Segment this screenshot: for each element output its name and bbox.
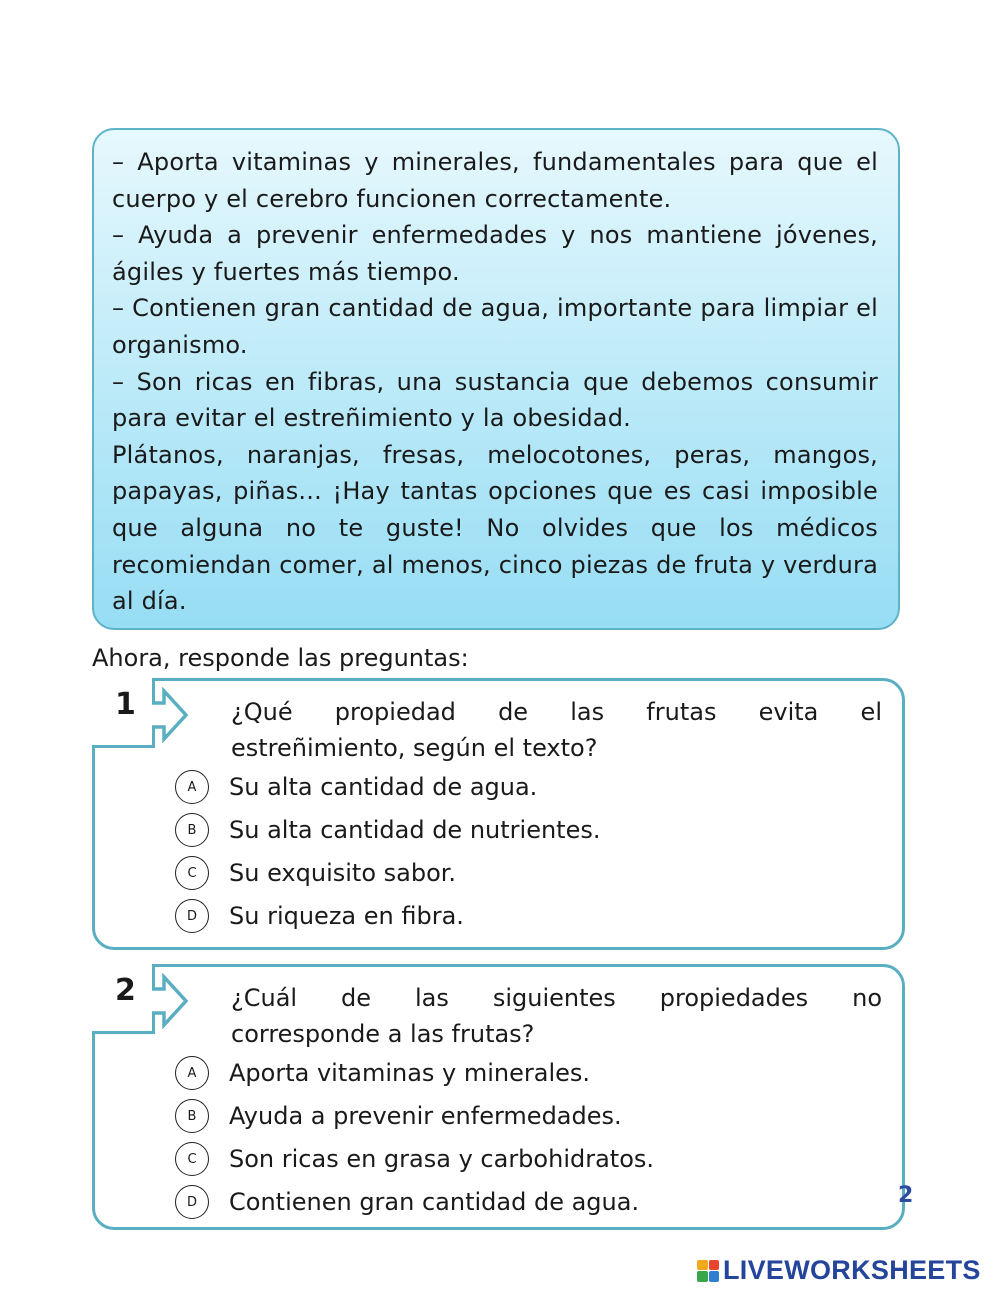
option-letter-circle[interactable]: C [175,1142,209,1176]
option-b[interactable] [175,812,600,848]
question-text-line-1: ¿Cuál de las siguientes propiedades no [231,984,882,1012]
question-number: 1 [115,687,136,722]
option-b[interactable] [175,1098,622,1134]
option-letter-circle[interactable]: B [175,1099,209,1133]
instructions-prompt: Ahora, responde las preguntas: [92,644,469,672]
question-card-2 [92,964,905,1230]
option-text: Aporta vitaminas y minerales. [229,1059,591,1087]
arrow-right-icon [150,973,190,1029]
question-number: 2 [115,973,136,1008]
stray-page-mark: 2 [898,1183,914,1208]
reading-paragraph-5: Plátanos, naranjas, fresas, melocotones, peras, mangos, papayas, piñas... ¡Hay tantas opciones que es casi imposible que alguna no te guste! No olvides que los médicos recomiendan comer, al menos, cinco piezas de fruta y verdura al día. [112,440,878,616]
option-text: Su alta cantidad de agua. [229,773,538,801]
option-letter-circle[interactable]: A [175,1056,209,1090]
option-a[interactable] [175,769,537,805]
reading-paragraph-3: – Contienen gran cantidad de agua, importante para limpiar el organismo. [112,294,878,359]
option-text: Contienen gran cantidad de agua. [229,1188,640,1216]
option-text: Ayuda a prevenir enfermedades. [229,1102,622,1130]
logo-text: LIVEWORKSHEETS [723,1255,981,1285]
question-text-line-1: ¿Qué propiedad de las frutas evita el [231,698,882,726]
option-a[interactable] [175,1055,590,1091]
question-text [231,980,882,1052]
option-c[interactable] [175,1141,654,1177]
option-d[interactable] [175,1184,639,1220]
option-letter-circle[interactable]: D [175,1185,209,1219]
question-text-line-2: corresponde a las frutas? [231,1020,535,1048]
question-text [231,694,882,766]
option-d[interactable] [175,898,464,934]
option-letter-circle[interactable]: C [175,856,209,890]
logo-grid-icon [697,1260,719,1282]
option-text: Son ricas en grasa y carbohidratos. [229,1145,655,1173]
question-card-1 [92,678,905,950]
arrow-right-icon [150,687,190,743]
reading-paragraph-4: – Son ricas en fibras, una sustancia que debemos consumir para evitar el estreñimiento y la obesidad. [112,367,878,433]
liveworksheets-logo [697,1255,981,1286]
reading-paragraph-1: – Aporta vitaminas y minerales, fundamentales para que el cuerpo y el cerebro funcionen correctamente. [112,148,878,213]
option-letter-circle[interactable]: B [175,813,209,847]
option-text: Su alta cantidad de nutrientes. [229,816,601,844]
option-text: Su riqueza en fibra. [229,902,464,930]
option-letter-circle[interactable]: D [175,899,209,933]
option-text: Su exquisito sabor. [229,859,457,887]
reading-paragraph-2: – Ayuda a prevenir enfermedades y nos mantiene jóvenes, ágiles y fuertes más tiempo. [112,221,878,286]
option-letter-circle[interactable]: A [175,770,209,804]
option-c[interactable] [175,855,456,891]
question-text-line-2: estreñimiento, según el texto? [231,734,598,762]
reading-passage [92,128,900,630]
